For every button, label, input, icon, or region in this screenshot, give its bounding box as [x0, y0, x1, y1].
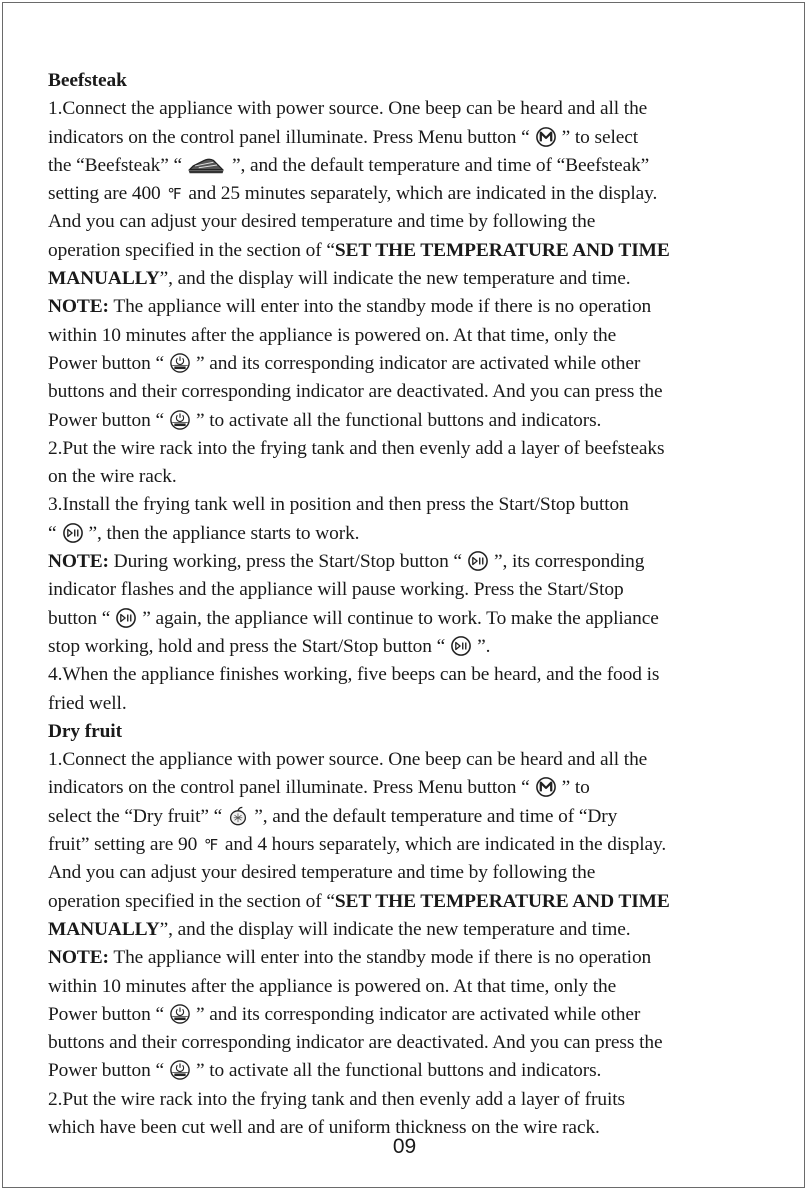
text-line	[48, 293, 768, 321]
text-run: ” and its corresponding indicator are activated while other	[196, 352, 641, 374]
text-run: stop working, hold and press the Start/Stop button “	[48, 635, 446, 657]
text-run: and 25 minutes separately, which are indicated in the display.	[188, 183, 658, 205]
fahrenheit-symbol: ℉	[203, 836, 219, 855]
text-run: 1.Connect the appliance with power source. One beep can be heard and all the	[48, 98, 648, 120]
start-stop-icon	[465, 550, 491, 572]
text-line	[48, 435, 768, 463]
power-button-icon	[167, 1059, 193, 1081]
text-run: And you can adjust your desired temperature and time by following the	[48, 862, 596, 884]
text-run: 2.Put the wire rack into the frying tank and then evenly add a layer of beefsteaks	[48, 437, 665, 459]
text-run: ” to	[561, 777, 590, 799]
text-line	[48, 548, 768, 576]
beefsteak-icon	[185, 154, 229, 176]
text-line	[48, 491, 768, 519]
text-run: ”, and the default temperature and time of “Beefsteak”	[231, 154, 650, 176]
power-button-icon	[167, 409, 193, 431]
text-run: ”, and the default temperature and time of “Dry	[254, 805, 618, 827]
text-run: fruit” setting are 90	[48, 834, 198, 856]
text-line	[48, 124, 768, 152]
text-run: Power button “	[48, 352, 165, 374]
text-run: ”.	[477, 635, 491, 657]
text-line	[48, 803, 768, 831]
text-run: ” to activate all the functional buttons and indicators.	[196, 409, 602, 431]
text-run: which have been cut well and are of uniform thickness on the wire rack.	[48, 1116, 600, 1138]
text-run: buttons and their corresponding indicator are deactivated. And you can press the	[48, 381, 663, 403]
text-run: During working, press the Start/Stop button “	[108, 551, 462, 573]
text-line	[48, 463, 768, 491]
text-run: on the wire rack.	[48, 466, 177, 488]
text-run: indicator flashes and the appliance will pause working. Press the Start/Stop	[48, 579, 624, 601]
text-line	[48, 576, 768, 604]
text-run: fried well.	[48, 692, 127, 714]
bold-text: NOTE:	[48, 296, 109, 318]
text-line	[48, 661, 768, 689]
text-line	[48, 1029, 768, 1057]
text-line	[48, 1001, 768, 1029]
text-run: ” to activate all the functional buttons and indicators.	[196, 1060, 602, 1082]
bold-text: MANUALLY	[48, 918, 160, 940]
dry-fruit-icon	[225, 805, 251, 827]
text-line	[48, 322, 768, 350]
text-run: indicators on the control panel illuminate. Press Menu button “	[48, 126, 530, 148]
bold-text: SET THE TEMPERATURE AND TIME	[334, 890, 670, 912]
text-line	[48, 888, 768, 916]
bold-text: SET THE TEMPERATURE AND TIME	[334, 239, 670, 261]
text-run: “	[48, 522, 57, 544]
text-line	[48, 831, 768, 859]
text-run: Power button “	[48, 1060, 165, 1082]
manual-text	[48, 67, 768, 1142]
text-line	[48, 180, 768, 208]
text-run: The appliance will enter into the standby mode if there is no operation	[108, 296, 652, 318]
text-run: The appliance will enter into the standby mode if there is no operation	[108, 947, 652, 969]
power-button-icon	[167, 352, 193, 374]
text-line	[48, 774, 768, 802]
bold-text: MANUALLY	[48, 268, 160, 290]
text-line	[48, 916, 768, 944]
bold-text: NOTE:	[48, 551, 109, 573]
text-run: and 4 hours separately, which are indicated in the display.	[224, 834, 667, 856]
text-run: 4.When the appliance finishes working, five beeps can be heard, and the food is	[48, 664, 660, 686]
text-run: ”, then the appliance starts to work.	[88, 522, 360, 544]
text-run: ”, and the display will indicate the new temperature and time.	[159, 268, 631, 290]
text-line	[48, 746, 768, 774]
start-stop-icon	[60, 522, 86, 544]
text-line	[48, 944, 768, 972]
text-line	[48, 859, 768, 887]
text-run: within 10 minutes after the appliance is powered on. At that time, only the	[48, 975, 617, 997]
text-line	[48, 407, 768, 435]
text-run: 1.Connect the appliance with power source. One beep can be heard and all the	[48, 749, 648, 771]
page-number: 09	[392, 1135, 417, 1158]
text-run: 2.Put the wire rack into the frying tank and then evenly add a layer of fruits	[48, 1088, 625, 1110]
text-line	[48, 973, 768, 1001]
bold-text: NOTE:	[48, 947, 109, 969]
text-run: Power button “	[48, 1003, 165, 1025]
text-run: ” again, the appliance will continue to work. To make the appliance	[142, 607, 659, 629]
text-line	[48, 350, 768, 378]
section-heading: Dry fruit	[48, 720, 122, 742]
start-stop-icon	[448, 635, 474, 657]
text-run: operation specified in the section of “	[48, 890, 335, 912]
text-line	[48, 520, 768, 548]
text-run: indicators on the control panel illuminate. Press Menu button “	[48, 777, 530, 799]
section-heading: Beefsteak	[48, 70, 127, 91]
text-run: Power button “	[48, 409, 165, 431]
text-run: ”, and the display will indicate the new temperature and time.	[159, 918, 631, 940]
text-run: the “Beefsteak” “	[48, 154, 182, 176]
text-line	[48, 633, 768, 661]
text-run: ”, its corresponding	[493, 551, 645, 573]
text-run: setting are 400	[48, 183, 161, 205]
text-line	[48, 208, 768, 236]
text-line	[48, 237, 768, 265]
text-line	[48, 690, 768, 718]
text-run: select the “Dry fruit” “	[48, 805, 223, 827]
text-run: buttons and their corresponding indicator are deactivated. And you can press the	[48, 1032, 663, 1054]
text-run: ” to select	[561, 126, 639, 148]
menu-m-icon	[533, 126, 559, 148]
text-line	[48, 378, 768, 406]
text-run: button “	[48, 607, 111, 629]
start-stop-icon	[113, 607, 139, 629]
text-run: And you can adjust your desired temperature and time by following the	[48, 211, 596, 233]
text-line	[48, 1057, 768, 1085]
text-line	[48, 95, 768, 123]
text-line	[48, 605, 768, 633]
text-run: operation specified in the section of “	[48, 239, 335, 261]
text-line	[48, 152, 768, 180]
menu-m-icon	[533, 776, 559, 798]
text-run: 3.Install the frying tank well in position and then press the Start/Stop button	[48, 494, 629, 516]
text-line	[48, 1086, 768, 1114]
text-run: ” and its corresponding indicator are activated while other	[196, 1003, 641, 1025]
text-line	[48, 265, 768, 293]
power-button-icon	[167, 1003, 193, 1025]
fahrenheit-symbol: ℉	[167, 185, 182, 204]
text-run: within 10 minutes after the appliance is powered on. At that time, only the	[48, 324, 617, 346]
